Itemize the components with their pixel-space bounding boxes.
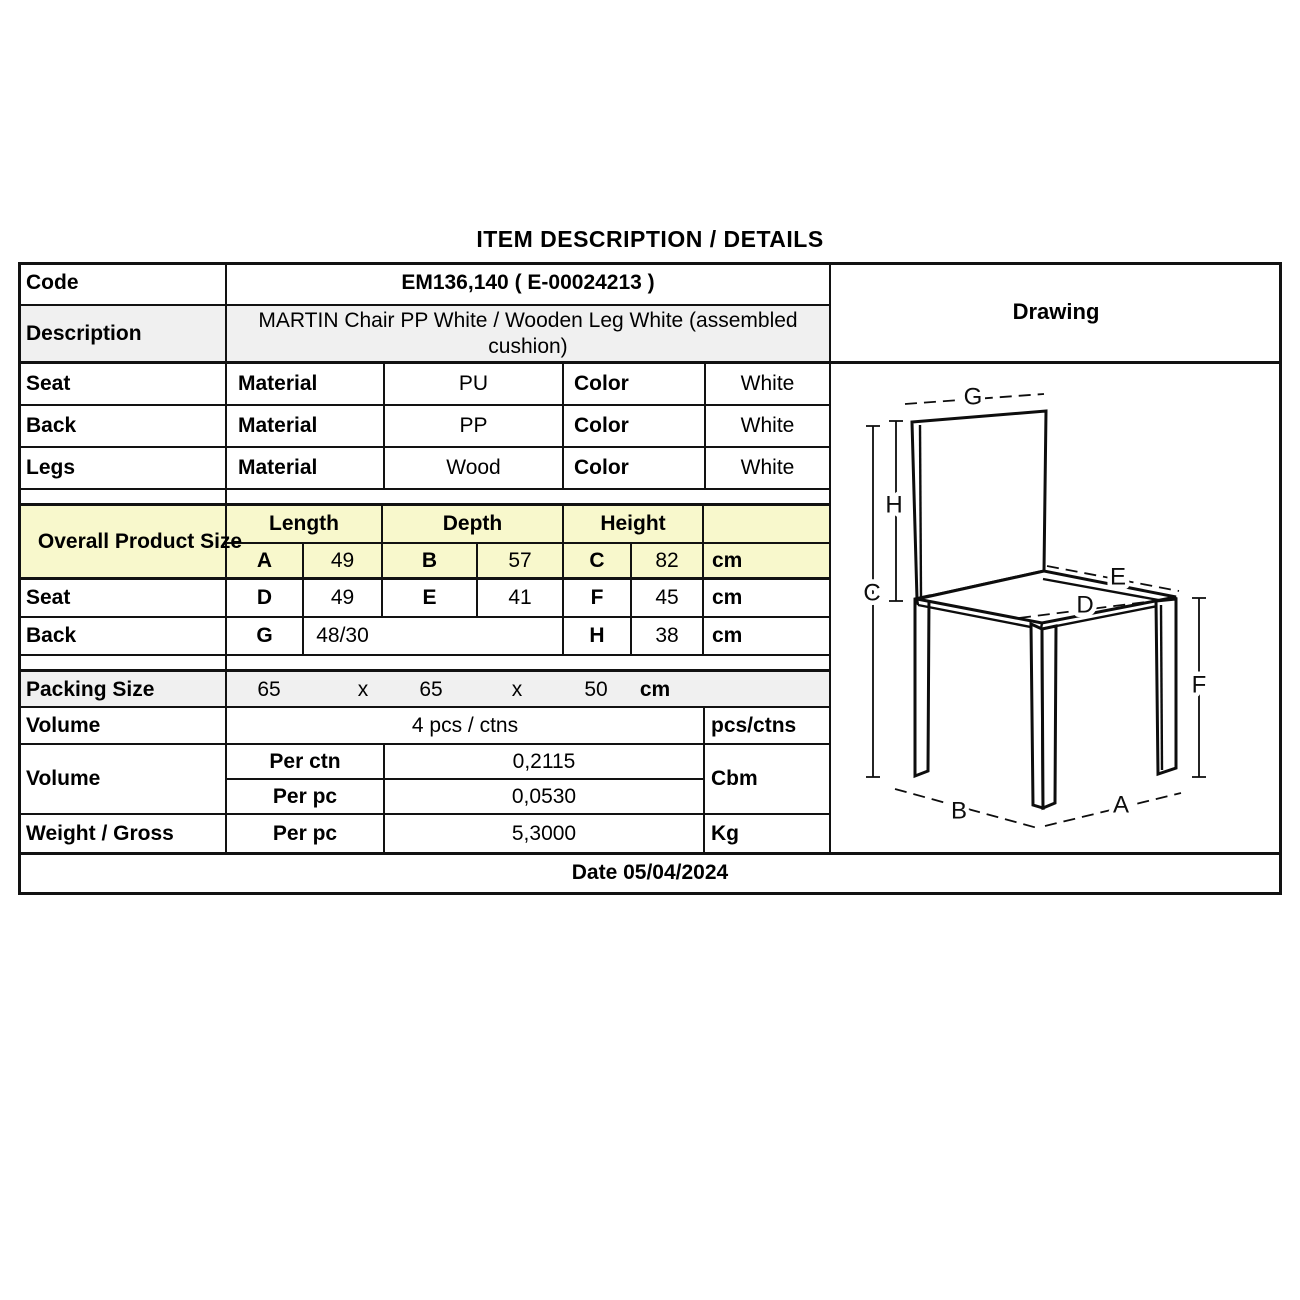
volume-cbm-label: Volume	[26, 767, 101, 791]
packing-sep: x	[357, 678, 369, 701]
dim-label-h: H	[885, 491, 903, 519]
packing-label: Packing Size	[26, 678, 155, 702]
packing-dims	[18, 672, 830, 708]
material-row-key: Material	[238, 414, 318, 438]
size-key: H	[589, 624, 605, 648]
weight-label: Weight / Gross	[26, 821, 174, 845]
size-val: 45	[655, 586, 679, 610]
material-row-value: PU	[458, 372, 489, 396]
description-label: Description	[26, 322, 142, 346]
chair-drawing	[831, 363, 1282, 855]
date-row: Date 05/04/2024	[571, 861, 729, 885]
code-label: Code	[26, 271, 79, 295]
color-row-key: Color	[574, 414, 629, 438]
volume-cbm-value: 0,2115	[512, 749, 576, 773]
material-row-part: Legs	[26, 456, 76, 480]
packing-dim: 65	[257, 678, 281, 701]
dim-label-b: B	[950, 797, 968, 825]
packing-sep: x	[511, 678, 523, 701]
size-row-label: Seat	[26, 586, 71, 610]
size-val: 49	[330, 548, 355, 572]
weight-key: Per pc	[272, 821, 338, 845]
dim-label-c: C	[863, 579, 881, 607]
size-val: 41	[508, 586, 532, 610]
size-key: D	[256, 586, 273, 610]
size-val: 48/30	[316, 624, 369, 648]
chair-leg-front-right-face	[1042, 626, 1056, 808]
material-row-value: Wood	[446, 456, 501, 480]
code-value: EM136,140 ( E-00024213 )	[401, 271, 655, 295]
size-block-label: Overall Product Size	[37, 529, 243, 553]
packing-dim: 50	[584, 678, 608, 701]
material-row-key: Material	[238, 456, 318, 480]
drawing-title: Drawing	[1012, 298, 1100, 324]
volume-cbm-value: 0,0530	[511, 784, 577, 808]
dim-line-b	[895, 789, 1041, 829]
weight-unit: Kg	[711, 821, 739, 845]
size-val: 57	[508, 548, 532, 572]
size-val: 49	[330, 586, 355, 610]
size-row-label: Back	[26, 624, 77, 648]
material-row-part: Seat	[26, 372, 71, 396]
size-val: 82	[655, 548, 679, 572]
chair-leg-right-edge	[1161, 605, 1162, 770]
material-row-part: Back	[26, 414, 77, 438]
chair-backrest	[912, 411, 1046, 599]
size-key: G	[256, 624, 273, 648]
spec-table	[18, 262, 1282, 895]
grid-line-v	[703, 708, 705, 852]
color-row-value: White	[740, 456, 795, 480]
dim-label-a: A	[1112, 791, 1130, 819]
dim-label-f: F	[1191, 671, 1207, 699]
page-title: ITEM DESCRIPTION / DETAILS	[476, 226, 824, 252]
size-unit: cm	[712, 586, 743, 610]
size-key: E	[422, 586, 437, 610]
color-row-value: White	[740, 414, 795, 438]
grid-line-v	[562, 364, 564, 488]
dim-label-g: G	[963, 383, 983, 411]
material-row-key: Material	[238, 372, 318, 396]
volume-cbm-key: Per ctn	[269, 749, 341, 773]
size-col-height: Height	[600, 512, 666, 536]
size-col-depth: Depth	[442, 512, 503, 536]
dim-label-e: E	[1109, 563, 1127, 591]
volume-pcs-value: 4 pcs / ctns	[411, 713, 519, 737]
size-unit: cm	[712, 548, 743, 572]
color-row-key: Color	[574, 372, 629, 396]
volume-pcs-label: Volume	[26, 713, 101, 737]
volume-cbm-key: Per pc	[272, 784, 338, 808]
grid-line-h	[18, 654, 830, 656]
color-row-value: White	[740, 372, 795, 396]
packing-dim: 65	[419, 678, 443, 701]
chair-leg-back-left	[915, 596, 929, 776]
size-key: B	[421, 548, 438, 572]
chair-backrest-edge	[920, 425, 921, 597]
chair-leg-right	[1156, 599, 1176, 774]
weight-value: 5,3000	[511, 821, 577, 845]
description-value: MARTIN Chair PP White / Wooden Leg White (assembled cushion)	[258, 309, 798, 358]
size-key: F	[590, 586, 604, 610]
packing-unit: cm	[639, 678, 671, 701]
table-border-bottom	[18, 892, 1282, 895]
grid-line-h	[18, 488, 830, 490]
size-col-length: Length	[269, 512, 339, 536]
volume-pcs-unit: pcs/ctns	[711, 713, 797, 737]
material-row-value: PP	[459, 414, 488, 438]
size-val: 38	[655, 624, 679, 648]
dim-label-d: D	[1076, 591, 1094, 619]
volume-cbm-unit: Cbm	[711, 767, 758, 791]
size-key: C	[589, 548, 605, 572]
size-key: A	[256, 548, 273, 572]
size-unit: cm	[712, 624, 743, 648]
color-row-key: Color	[574, 456, 629, 480]
